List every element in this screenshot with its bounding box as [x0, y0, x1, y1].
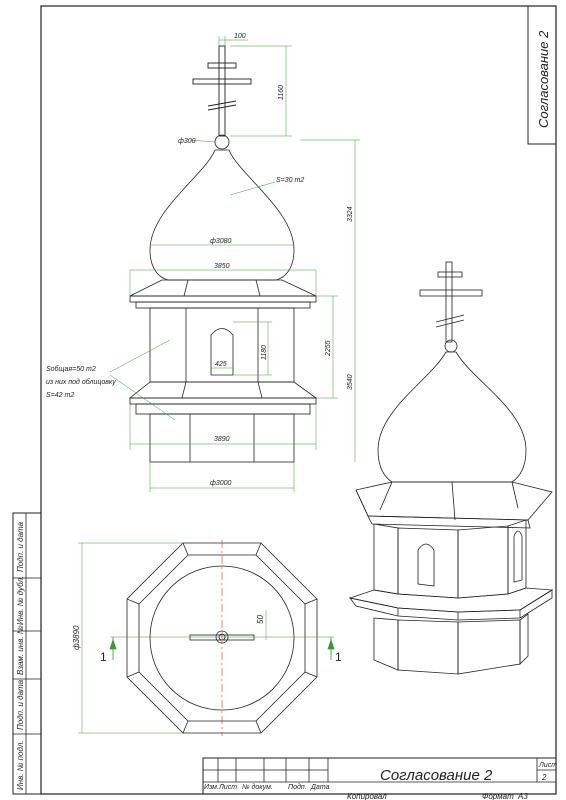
- side-cell-3: Взам. инв. №: [16, 625, 25, 675]
- copied-label: Копировал: [347, 792, 387, 800]
- iso-cross: [420, 262, 482, 342]
- front-elevation: [46, 33, 360, 492]
- dim-overall-height: 3324: [347, 206, 354, 222]
- dim-base-width: 3890: [214, 436, 230, 443]
- elevation-cornice-top: [130, 280, 316, 308]
- iso-dome: [378, 352, 526, 482]
- dim-base-dia: ф3000: [210, 480, 232, 487]
- col-list: Лист: [219, 784, 238, 791]
- iso-window-2: [514, 531, 522, 582]
- elevation-drum: [150, 308, 294, 382]
- title-block: [203, 758, 557, 800]
- elevation-ball: [215, 135, 229, 149]
- iso-window-1: [418, 544, 434, 586]
- side-cell-1: Подп. и дата: [16, 521, 25, 572]
- dim-cross-height: 1160: [278, 84, 285, 100]
- iso-lower-cornice: [350, 588, 552, 620]
- rotated-title: Согласование 2: [536, 30, 551, 128]
- elevation-cornice-bottom: [130, 382, 316, 414]
- dim-plan-offset: 50: [256, 615, 265, 624]
- title-block-name: Согласование 2: [380, 767, 493, 784]
- note-line-1: Sобщая=50 m2: [46, 366, 96, 373]
- dim-dome-dia: ф3080: [210, 238, 232, 245]
- col-izm: Изм.: [204, 784, 219, 791]
- side-cell-4: Подп. и дата: [16, 679, 25, 730]
- dim-ball: ф300: [178, 138, 196, 145]
- dim-drum-height: 2255: [325, 340, 332, 356]
- sheet-label: Лист: [539, 762, 558, 769]
- note-line-3: S=42 m2: [46, 392, 75, 399]
- dim-cornice-width: 3850: [214, 263, 230, 270]
- sheet-frame: [41, 6, 556, 794]
- elevation-cross: [193, 46, 251, 136]
- elevation-dimensions: [110, 36, 360, 492]
- dim-cross-width: 100: [234, 33, 246, 40]
- iso-base: [374, 614, 528, 674]
- section-mark-left: 1: [100, 650, 107, 664]
- format-value: А3: [518, 792, 528, 800]
- plan-view: [72, 540, 342, 736]
- isometric-view: [350, 262, 552, 674]
- dim-dome-area: S=30 m2: [276, 177, 305, 184]
- section-mark-right: 1: [335, 650, 342, 664]
- elevation-dome: [150, 150, 294, 280]
- side-cell-2: Инв. № дубл.: [16, 575, 25, 625]
- note-line-2: из них под облицовку: [46, 379, 116, 386]
- dim-window-width: 425: [215, 361, 227, 368]
- iso-drum: [374, 520, 526, 598]
- dim-plan-dia: ф3890: [72, 625, 81, 650]
- side-stamp: [13, 513, 41, 794]
- dim-total-height: 3540: [347, 374, 354, 390]
- dim-window-height: 1180: [261, 344, 268, 360]
- col-date: Дата: [311, 784, 330, 791]
- format-label: Формат: [482, 792, 514, 800]
- col-doc: № докум.: [242, 784, 273, 791]
- side-cell-5: Инв. № подл.: [16, 740, 25, 790]
- sheet-number: 2: [542, 773, 547, 782]
- col-sign: Подп.: [288, 784, 307, 791]
